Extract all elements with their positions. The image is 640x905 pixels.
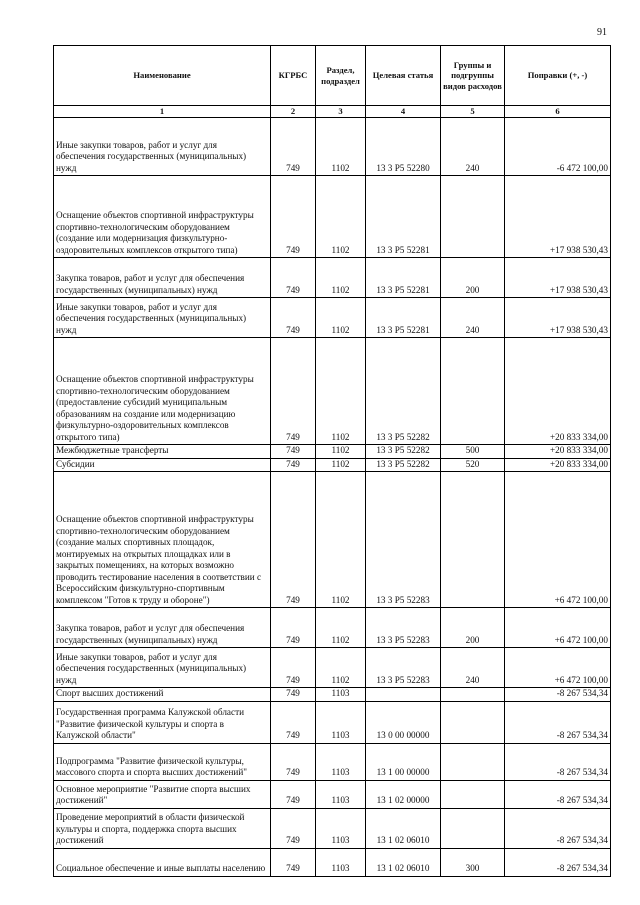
row-amount: +6 472 100,00 (505, 608, 611, 648)
row-name: Оснащение объектов спортивной инфраструктуры спортивно-технологическим оборудованием (предоставление субсидий муниципальным образованиям на создание или модернизацию физкультурно-оздоровительных комплексов открытого типа) (54, 338, 271, 445)
row-section: 1103 (316, 780, 366, 808)
row-name: Субсидии (54, 458, 271, 472)
table-row (54, 338, 611, 445)
row-kgrbs: 749 (271, 808, 316, 848)
row-section: 1102 (316, 445, 366, 459)
table-row (54, 648, 611, 688)
row-name: Межбюджетные трансферты (54, 445, 271, 459)
table-row (54, 688, 611, 702)
row-kgrbs: 749 (271, 688, 316, 702)
table-row (54, 848, 611, 876)
row-kgrbs: 749 (271, 780, 316, 808)
row-section: 1103 (316, 743, 366, 780)
row-name: Иные закупки товаров, работ и услуг для обеспечения государственных (муниципальных) нужд (54, 648, 271, 688)
row-name: Иные закупки товаров, работ и услуг для обеспечения государственных (муниципальных) нужд (54, 118, 271, 176)
table-row (54, 176, 611, 258)
column-number: 3 (316, 106, 366, 118)
row-amount: +17 938 530,43 (505, 176, 611, 258)
row-amount: +20 833 334,00 (505, 458, 611, 472)
row-amount: +17 938 530,43 (505, 298, 611, 338)
column-number: 2 (271, 106, 316, 118)
row-amount: +6 472 100,00 (505, 648, 611, 688)
page-number: 91 (597, 27, 607, 38)
table-row (54, 118, 611, 176)
row-section: 1102 (316, 118, 366, 176)
row-section: 1102 (316, 176, 366, 258)
header-section: Раздел, подраздел (316, 46, 366, 106)
row-name: Спорт высших достижений (54, 688, 271, 702)
row-amount: -8 267 534,34 (505, 808, 611, 848)
row-name: Оснащение объектов спортивной инфраструктуры спортивно-технологическим оборудованием (создание или модернизация физкультурно-оздоровительных комплексов открытого типа) (54, 176, 271, 258)
row-target (366, 688, 441, 702)
row-target: 13 3 P5 52282 (366, 458, 441, 472)
row-target: 13 3 P5 52283 (366, 472, 441, 608)
row-group: 200 (441, 608, 505, 648)
table-row (54, 608, 611, 648)
row-name: Закупка товаров, работ и услуг для обеспечения государственных (муниципальных) нужд (54, 258, 271, 298)
row-name: Государственная программа Калужской области "Развитие физической культуры и спорта в Калужской области" (54, 701, 271, 743)
row-section: 1102 (316, 472, 366, 608)
row-name: Проведение мероприятий в области физической культуры и спорта, поддержка спорта высших достижений (54, 808, 271, 848)
row-name: Подпрограмма "Развитие физической культуры, массового спорта и спорта высших достижений" (54, 743, 271, 780)
row-group: 240 (441, 648, 505, 688)
row-target: 13 3 P5 52281 (366, 258, 441, 298)
row-group (441, 338, 505, 445)
row-target: 13 3 P5 52283 (366, 648, 441, 688)
column-number: 5 (441, 106, 505, 118)
row-section: 1103 (316, 848, 366, 876)
row-section: 1103 (316, 701, 366, 743)
row-name: Иные закупки товаров, работ и услуг для обеспечения государственных (муниципальных) нужд (54, 298, 271, 338)
row-group: 240 (441, 298, 505, 338)
row-group (441, 701, 505, 743)
row-amount: -8 267 534,34 (505, 688, 611, 702)
table-row (54, 298, 611, 338)
row-target: 13 3 P5 52282 (366, 338, 441, 445)
row-kgrbs: 749 (271, 458, 316, 472)
row-section: 1102 (316, 258, 366, 298)
row-amount: +20 833 334,00 (505, 445, 611, 459)
row-section: 1102 (316, 458, 366, 472)
row-kgrbs: 749 (271, 743, 316, 780)
row-kgrbs: 749 (271, 445, 316, 459)
table-row (54, 808, 611, 848)
row-amount: -6 472 100,00 (505, 118, 611, 176)
row-amount: -8 267 534,34 (505, 701, 611, 743)
row-group (441, 743, 505, 780)
row-kgrbs: 749 (271, 701, 316, 743)
column-number: 4 (366, 106, 441, 118)
table-row (54, 472, 611, 608)
row-target: 13 3 P5 52281 (366, 176, 441, 258)
table-header-row (54, 46, 611, 106)
row-section: 1102 (316, 608, 366, 648)
table-row (54, 743, 611, 780)
row-section: 1103 (316, 688, 366, 702)
row-target: 13 1 02 06010 (366, 848, 441, 876)
row-amount: +6 472 100,00 (505, 472, 611, 608)
row-group (441, 780, 505, 808)
row-target: 13 1 02 06010 (366, 808, 441, 848)
header-kgrbs: КГРБС (271, 46, 316, 106)
table-row (54, 701, 611, 743)
table-row (54, 258, 611, 298)
column-number: 1 (54, 106, 271, 118)
row-target: 13 1 00 00000 (366, 743, 441, 780)
row-group: 300 (441, 848, 505, 876)
row-kgrbs: 749 (271, 298, 316, 338)
row-kgrbs: 749 (271, 176, 316, 258)
row-group: 500 (441, 445, 505, 459)
row-target: 13 3 P5 52281 (366, 298, 441, 338)
row-target: 13 0 00 00000 (366, 701, 441, 743)
row-kgrbs: 749 (271, 472, 316, 608)
row-target: 13 3 P5 52280 (366, 118, 441, 176)
row-amount: +20 833 334,00 (505, 338, 611, 445)
row-group (441, 808, 505, 848)
row-group (441, 176, 505, 258)
row-kgrbs: 749 (271, 648, 316, 688)
row-kgrbs: 749 (271, 848, 316, 876)
row-amount: -8 267 534,34 (505, 743, 611, 780)
row-amount: -8 267 534,34 (505, 848, 611, 876)
table-row (54, 445, 611, 459)
row-section: 1102 (316, 648, 366, 688)
row-group (441, 472, 505, 608)
row-name: Оснащение объектов спортивной инфраструктуры спортивно-технологическим оборудованием (создание малых спортивных площадок, монтируемых на открытых площадках или в закрытых помещениях, на которых возможно проводить тестирование населения в соответствии с Всероссийским физкультурно-спортивным комплексом "Готов к труду и обороне") (54, 472, 271, 608)
row-name: Социальное обеспечение и иные выплаты населению (54, 848, 271, 876)
row-kgrbs: 749 (271, 258, 316, 298)
row-amount: -8 267 534,34 (505, 780, 611, 808)
row-name: Закупка товаров, работ и услуг для обеспечения государственных (муниципальных) нужд (54, 608, 271, 648)
row-amount: +17 938 530,43 (505, 258, 611, 298)
row-kgrbs: 749 (271, 338, 316, 445)
column-number: 6 (505, 106, 611, 118)
header-amendments: Поправки (+, -) (505, 46, 611, 106)
row-group (441, 688, 505, 702)
row-kgrbs: 749 (271, 118, 316, 176)
row-kgrbs: 749 (271, 608, 316, 648)
row-name: Основное мероприятие "Развитие спорта высших достижений" (54, 780, 271, 808)
row-group: 200 (441, 258, 505, 298)
column-number-row (54, 106, 611, 118)
row-target: 13 1 02 00000 (366, 780, 441, 808)
header-expense-groups: Группы и подгруппы видов расходов (441, 46, 505, 106)
budget-amendments-table (53, 45, 611, 877)
row-target: 13 3 P5 52282 (366, 445, 441, 459)
row-group: 240 (441, 118, 505, 176)
header-name: Наименование (54, 46, 271, 106)
row-section: 1102 (316, 298, 366, 338)
row-group: 520 (441, 458, 505, 472)
header-target-article: Целевая статья (366, 46, 441, 106)
row-section: 1102 (316, 338, 366, 445)
table-row (54, 458, 611, 472)
row-section: 1103 (316, 808, 366, 848)
table-row (54, 780, 611, 808)
row-target: 13 3 P5 52283 (366, 608, 441, 648)
